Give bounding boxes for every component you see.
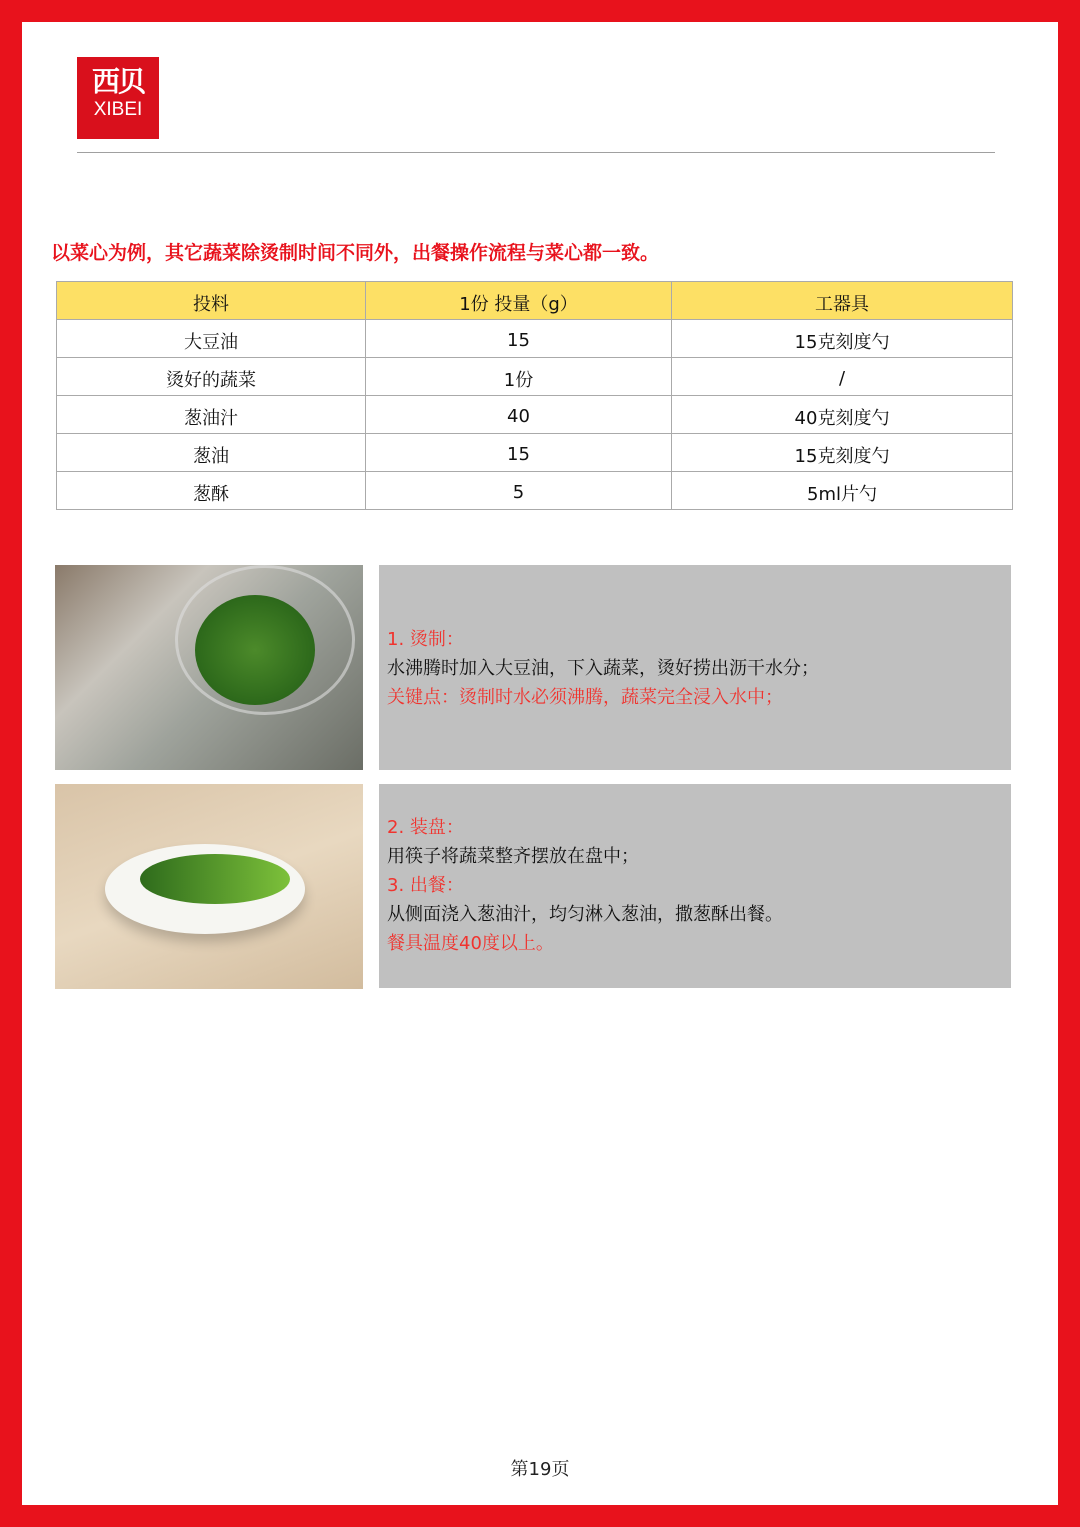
step2-text: 用筷子将蔬菜整齐摆放在盘中； [387,846,639,867]
step3-text: 从侧面浇入葱油汁，均匀淋入葱油，撒葱酥出餐。 [387,904,783,925]
step1-text: 水沸腾时加入大豆油，下入蔬菜，烫好捞出沥干水分； [387,658,819,679]
step-box-2 [379,784,1011,988]
table-row [57,320,1013,358]
cell-amount: 15 [366,320,672,358]
table-header [57,282,1013,320]
cell-ingredient: 烫好的蔬菜 [57,358,366,396]
table-row [57,472,1013,510]
logo-en: XIBEI [93,99,143,120]
xibei-logo [77,57,159,139]
table-row [57,396,1013,434]
logo-cn: 西贝 [91,65,144,98]
page-number: 第19页 [510,1459,570,1480]
cell-amount: 5 [366,472,672,510]
table-row [57,434,1013,472]
step3-title: 3. 出餐： [387,875,464,896]
cell-ingredient: 大豆油 [57,320,366,358]
header-ingredient: 投料 [57,282,366,320]
cell-tool: 40克刻度勺 [672,396,1013,434]
header-tool: 工器具 [672,282,1013,320]
step-box-1 [379,565,1011,770]
cell-amount: 1份 [366,358,672,396]
ingredient-table [56,281,1013,510]
cell-ingredient: 葱油汁 [57,396,366,434]
intro-text: 以菜心为例，其它蔬菜除烫制时间不同外，出餐操作流程与菜心都一致。 [51,242,660,264]
cell-tool: 15克刻度勺 [672,320,1013,358]
step3-key: 餐具温度40度以上。 [387,933,554,954]
cell-amount: 40 [366,396,672,434]
plated-dish-photo [55,784,363,989]
header-divider [77,152,995,153]
cell-tool: 5ml片勺 [672,472,1013,510]
step2-title: 2. 装盘： [387,817,464,838]
step1-key: 关键点：烫制时水必须沸腾，蔬菜完全浸入水中； [387,687,783,708]
table-row [57,358,1013,396]
blanching-photo [55,565,363,770]
cell-tool: / [672,358,1013,396]
step1-title: 1. 烫制： [387,629,464,650]
cell-tool: 15克刻度勺 [672,434,1013,472]
cell-ingredient: 葱油 [57,434,366,472]
header-amount: 1份 投量（g） [366,282,672,320]
cell-amount: 15 [366,434,672,472]
cell-ingredient: 葱酥 [57,472,366,510]
